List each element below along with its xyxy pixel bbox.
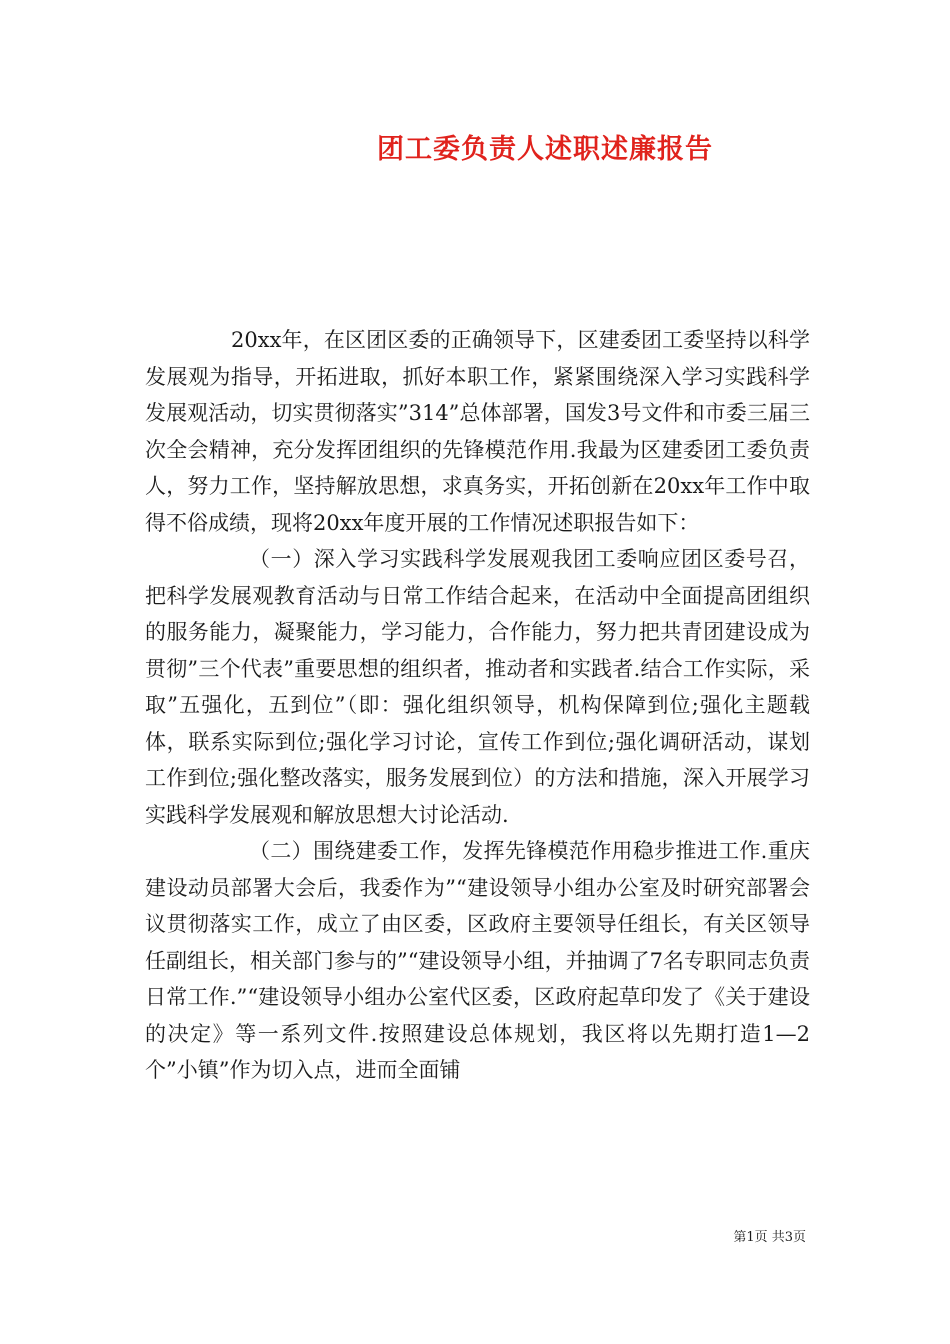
- paragraph-section-2: （二）围绕建委工作，发挥先锋模范作用稳步推进工作.重庆建设动员部署大会后，我委作为”“建设领导小组办公室及时研究部署会议贯彻落实工作，成立了由区委，区政府主要领导任组长，有关区领导任副组长，相关部门参与的”“建设领导小组，并抽调了7名专职同志负责日常工作.”“建设领导小组办公室代区委，区政府起草印发了《关于建设的决定》等一系列文件.按照建设总体规划，我区将以先期打造1—2个”小镇”作为切入点，进而全面铺: [145, 839, 810, 1082]
- page-number: 第1页 共3页: [733, 1230, 806, 1245]
- document-body: [145, 322, 810, 1089]
- paragraph-section-1: （一）深入学习实践科学发展观我团工委响应团区委号召，把科学发展观教育活动与日常工作结合起来，在活动中全面提高团组织的服务能力，凝聚能力，学习能力，合作能力，努力把共青团建设成为贯彻”三个代表”重要思想的组织者，推动者和实践者.结合工作实际，采取”五强化，五到位”（即：强化组织领导，机构保障到位;强化主题载体，联系实际到位;强化学习讨论，宣传工作到位;强化调研活动，谋划工作到位;强化整改落实，服务发展到位）的方法和措施，深入开展学习实践科学发展观和解放思想大讨论活动.: [145, 547, 810, 827]
- paragraph-intro: 20xx年，在区团区委的正确领导下，区建委团工委坚持以科学发展观为指导，开拓进取，抓好本职工作，紧紧围绕深入学习实践科学发展观活动，切实贯彻落实”314”总体部署，国发3号文件和市委三届三次全会精神，充分发挥团组织的先锋模范作用.我最为区建委团工委负责人，努力工作，坚持解放思想，求真务实，开拓创新在20xx年工作中取得不俗成绩，现将20xx年度开展的工作情况述职报告如下：: [145, 328, 810, 535]
- document-title: 团工委负责人述职述廉报告: [377, 134, 713, 165]
